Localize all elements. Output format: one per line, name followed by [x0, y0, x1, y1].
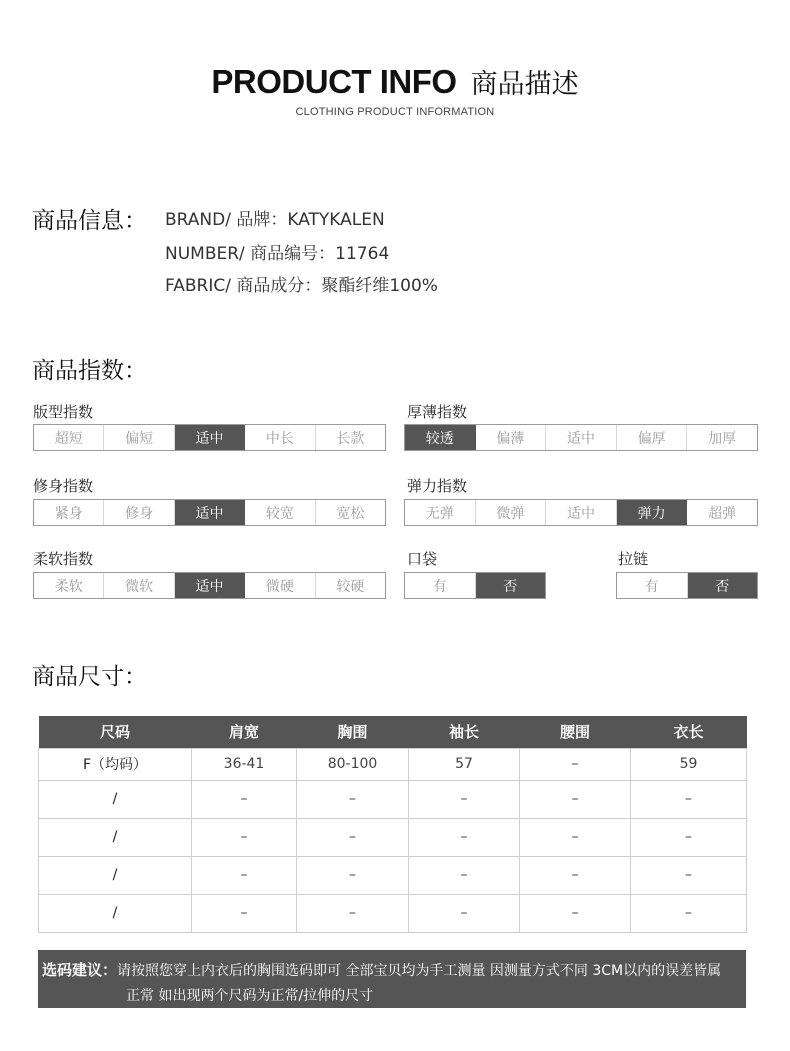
- table-cell: 80-100: [297, 748, 409, 780]
- table-cell: –: [520, 780, 631, 818]
- table-cell: –: [631, 818, 747, 856]
- col-header-sleeve: 袖长: [409, 716, 520, 748]
- index-option: 紧身: [34, 500, 104, 525]
- index-label-fit: 版型指数: [33, 403, 94, 421]
- index-option: 柔软: [34, 573, 104, 598]
- table-row: [39, 818, 747, 856]
- col-header-waist: 腰围: [520, 716, 631, 748]
- index-scale-thickness: [404, 424, 758, 451]
- table-cell: –: [520, 748, 631, 780]
- index-scale-zipper: [616, 572, 758, 599]
- advice-text-line2: 正常 如出现两个尺码为正常/拉伸的尺寸: [126, 988, 374, 1004]
- table-cell: /: [39, 894, 192, 932]
- index-option: 有: [405, 573, 476, 598]
- table-cell: F（均码）: [39, 748, 192, 780]
- index-option: 偏短: [104, 425, 174, 450]
- table-cell: –: [297, 856, 409, 894]
- index-option: 修身: [104, 500, 174, 525]
- table-cell: –: [297, 818, 409, 856]
- table-cell: 57: [409, 748, 520, 780]
- table-cell: –: [631, 856, 747, 894]
- table-cell: –: [192, 856, 297, 894]
- table-cell: /: [39, 856, 192, 894]
- table-cell: –: [409, 818, 520, 856]
- index-option: 适中: [175, 573, 245, 598]
- index-scale-slim: [33, 499, 386, 526]
- index-option: 否: [688, 573, 758, 598]
- index-option: 适中: [546, 500, 617, 525]
- index-option: 较透: [405, 425, 476, 450]
- table-cell: /: [39, 780, 192, 818]
- size-table-body: [39, 748, 747, 932]
- index-option: 超短: [34, 425, 104, 450]
- index-option: 适中: [175, 425, 245, 450]
- table-cell: –: [520, 894, 631, 932]
- col-header-shoulder: 肩宽: [192, 716, 297, 748]
- table-row: [39, 748, 747, 780]
- table-cell: –: [631, 780, 747, 818]
- table-cell: –: [520, 856, 631, 894]
- index-option: 弹力: [617, 500, 688, 525]
- size-table-header: [39, 716, 747, 748]
- index-label-zipper: 拉链: [618, 550, 649, 568]
- col-header-length: 衣长: [631, 716, 747, 748]
- col-header-bust: 胸围: [297, 716, 409, 748]
- index-option: 宽松: [336, 505, 365, 522]
- index-option: 偏薄: [476, 425, 547, 450]
- index-label-slim: 修身指数: [33, 477, 94, 495]
- index-scale-fit: [33, 424, 386, 451]
- index-option: 适中: [175, 500, 245, 525]
- table-cell: –: [409, 894, 520, 932]
- index-label-elasticity: 弹力指数: [407, 477, 468, 495]
- table-cell: –: [192, 818, 297, 856]
- table-cell: 59: [631, 748, 747, 780]
- index-option: 微硬: [245, 573, 315, 598]
- fabric-line: FABRIC/ 商品成分：聚酯纤维100%: [165, 276, 438, 296]
- index-option: 微弹: [476, 500, 547, 525]
- table-row: [39, 894, 747, 932]
- index-label-softness: 柔软指数: [33, 550, 94, 568]
- title-english: PRODUCT INFO: [211, 63, 457, 100]
- index-label-pocket: 口袋: [407, 550, 438, 568]
- title-chinese: 商品描述: [470, 69, 579, 100]
- index-option: 较硬: [336, 578, 365, 595]
- table-row: [39, 780, 747, 818]
- index-option: 偏厚: [617, 425, 688, 450]
- table-cell: –: [409, 856, 520, 894]
- index-scale-pocket: [404, 572, 546, 599]
- table-row: [39, 856, 747, 894]
- index-option: 否: [476, 573, 546, 598]
- index-option: 超弹: [708, 505, 737, 522]
- index-option: 微软: [104, 573, 174, 598]
- index-option: 适中: [546, 425, 617, 450]
- index-option: 中长: [245, 425, 315, 450]
- size-table: [38, 716, 747, 933]
- number-line: NUMBER/ 商品编号：11764: [165, 244, 390, 264]
- index-option: 无弹: [405, 500, 476, 525]
- table-cell: –: [192, 894, 297, 932]
- index-option: 有: [617, 573, 688, 598]
- table-cell: –: [297, 894, 409, 932]
- index-scale-elasticity: [404, 499, 758, 526]
- product-info-heading: 商品信息：: [32, 208, 147, 234]
- table-cell: –: [297, 780, 409, 818]
- page-subtitle: CLOTHING PRODUCT INFORMATION: [295, 106, 495, 118]
- table-cell: /: [39, 818, 192, 856]
- advice-text-line1: 请按照您穿上内衣后的胸围选码即可 全部宝贝均为手工测量 因测量方式不同 3CM以内的误差皆属: [117, 963, 722, 979]
- size-advice-box: [38, 950, 746, 1008]
- index-label-thickness: 厚薄指数: [407, 403, 468, 421]
- col-header-size: 尺码: [39, 716, 192, 748]
- index-option: 长款: [336, 430, 365, 447]
- table-cell: –: [192, 780, 297, 818]
- product-index-heading: 商品指数：: [32, 358, 147, 384]
- brand-line: BRAND/ 品牌：KATYKALEN: [165, 210, 385, 230]
- product-size-heading: 商品尺寸：: [32, 664, 147, 690]
- index-scale-softness: [33, 572, 386, 599]
- index-option: 加厚: [708, 430, 737, 447]
- table-cell: –: [409, 780, 520, 818]
- advice-label: 选码建议：: [42, 961, 118, 979]
- index-option: 较宽: [245, 500, 315, 525]
- page-title: [0, 62, 790, 101]
- table-cell: –: [520, 818, 631, 856]
- table-cell: –: [631, 894, 747, 932]
- table-cell: 36-41: [192, 748, 297, 780]
